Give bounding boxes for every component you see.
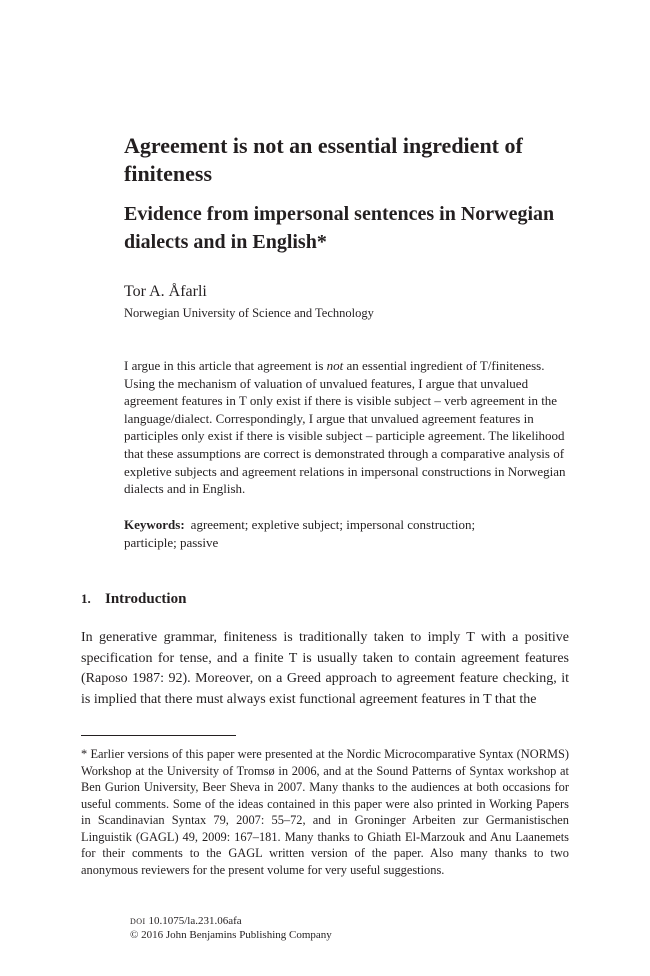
section-heading [81, 590, 186, 608]
article-subtitle: Evidence from impersonal sentences in Norwegian dialects and in English* [124, 203, 555, 253]
doi-label: doi [130, 915, 146, 927]
keywords [124, 516, 504, 551]
copyright-line: © 2016 John Benjamins Publishing Company [130, 929, 332, 941]
footnote-divider [81, 735, 236, 736]
footnote: * Earlier versions of this paper were presented at the Nordic Microcomparative Syntax (NORMS) Workshop at the University of Tromsø in 2006, and at the Sound Patterns of Syntax workshop at Ben Gurion University, Beer Sheva in 2007. Many thanks to the audiences at both occasions for useful comments. Some of the ideas contained in this paper were also printed in Working Papers in Scandinavian Syntax 79, 2007: 55–72, and in Groninger Arbeiten zur Germanistischen Linguistik (GAGL) 49, 2009: 167–181. Many thanks to Ghiath El-Marzouk and Anu Laanemets for their comments to the GAGL written version of the paper. Also many thanks to two anonymous reviewers for the present volume for very useful suggestions. [81, 747, 569, 877]
abstract [124, 357, 576, 498]
abstract-part-2: an essential ingredient of T/finiteness. Using the mechanism of valuation of unvalued features, I argue that unvalued agreement features in T only exist if there is visible subject – verb agreement in the language/dialect. Correspondingly, I argue that unvalued agreement features in participles only exist if there is visible subject – participle agreement. The likelihood that these assumptions are correct is demonstrated through a comparative analysis of expletive subjects and agreement relations in impersonal constructions in Norwegian dialects and in English. [124, 358, 566, 497]
section-title: Introduction [105, 591, 187, 607]
abstract-emphasis: not [326, 358, 344, 373]
body-paragraph: In generative grammar, finiteness is traditionally taken to imply T with a positive specification for tense, and a finite T is usually taken to contain agreement features (Raposo 1987: 92). Moreover, on a Greed approach to agreement feature checking, it is implied that there must always exist functional agreement features in T that the [81, 630, 569, 707]
doi-value: 10.1075/la.231.06afa [148, 915, 242, 927]
author-name: Tor A. Åfarli [124, 283, 207, 300]
author-affiliation: Norwegian University of Science and Technology [124, 306, 374, 320]
abstract-part-1: I argue in this article that agreement is [124, 358, 327, 373]
keywords-text: agreement; expletive subject; impersonal construction; participle; passive [124, 517, 476, 550]
keywords-label: Keywords: [124, 517, 185, 532]
doi-line [130, 914, 242, 928]
article-title: Agreement is not an essential ingredient of finiteness [124, 133, 523, 186]
section-number: 1. [81, 591, 91, 606]
